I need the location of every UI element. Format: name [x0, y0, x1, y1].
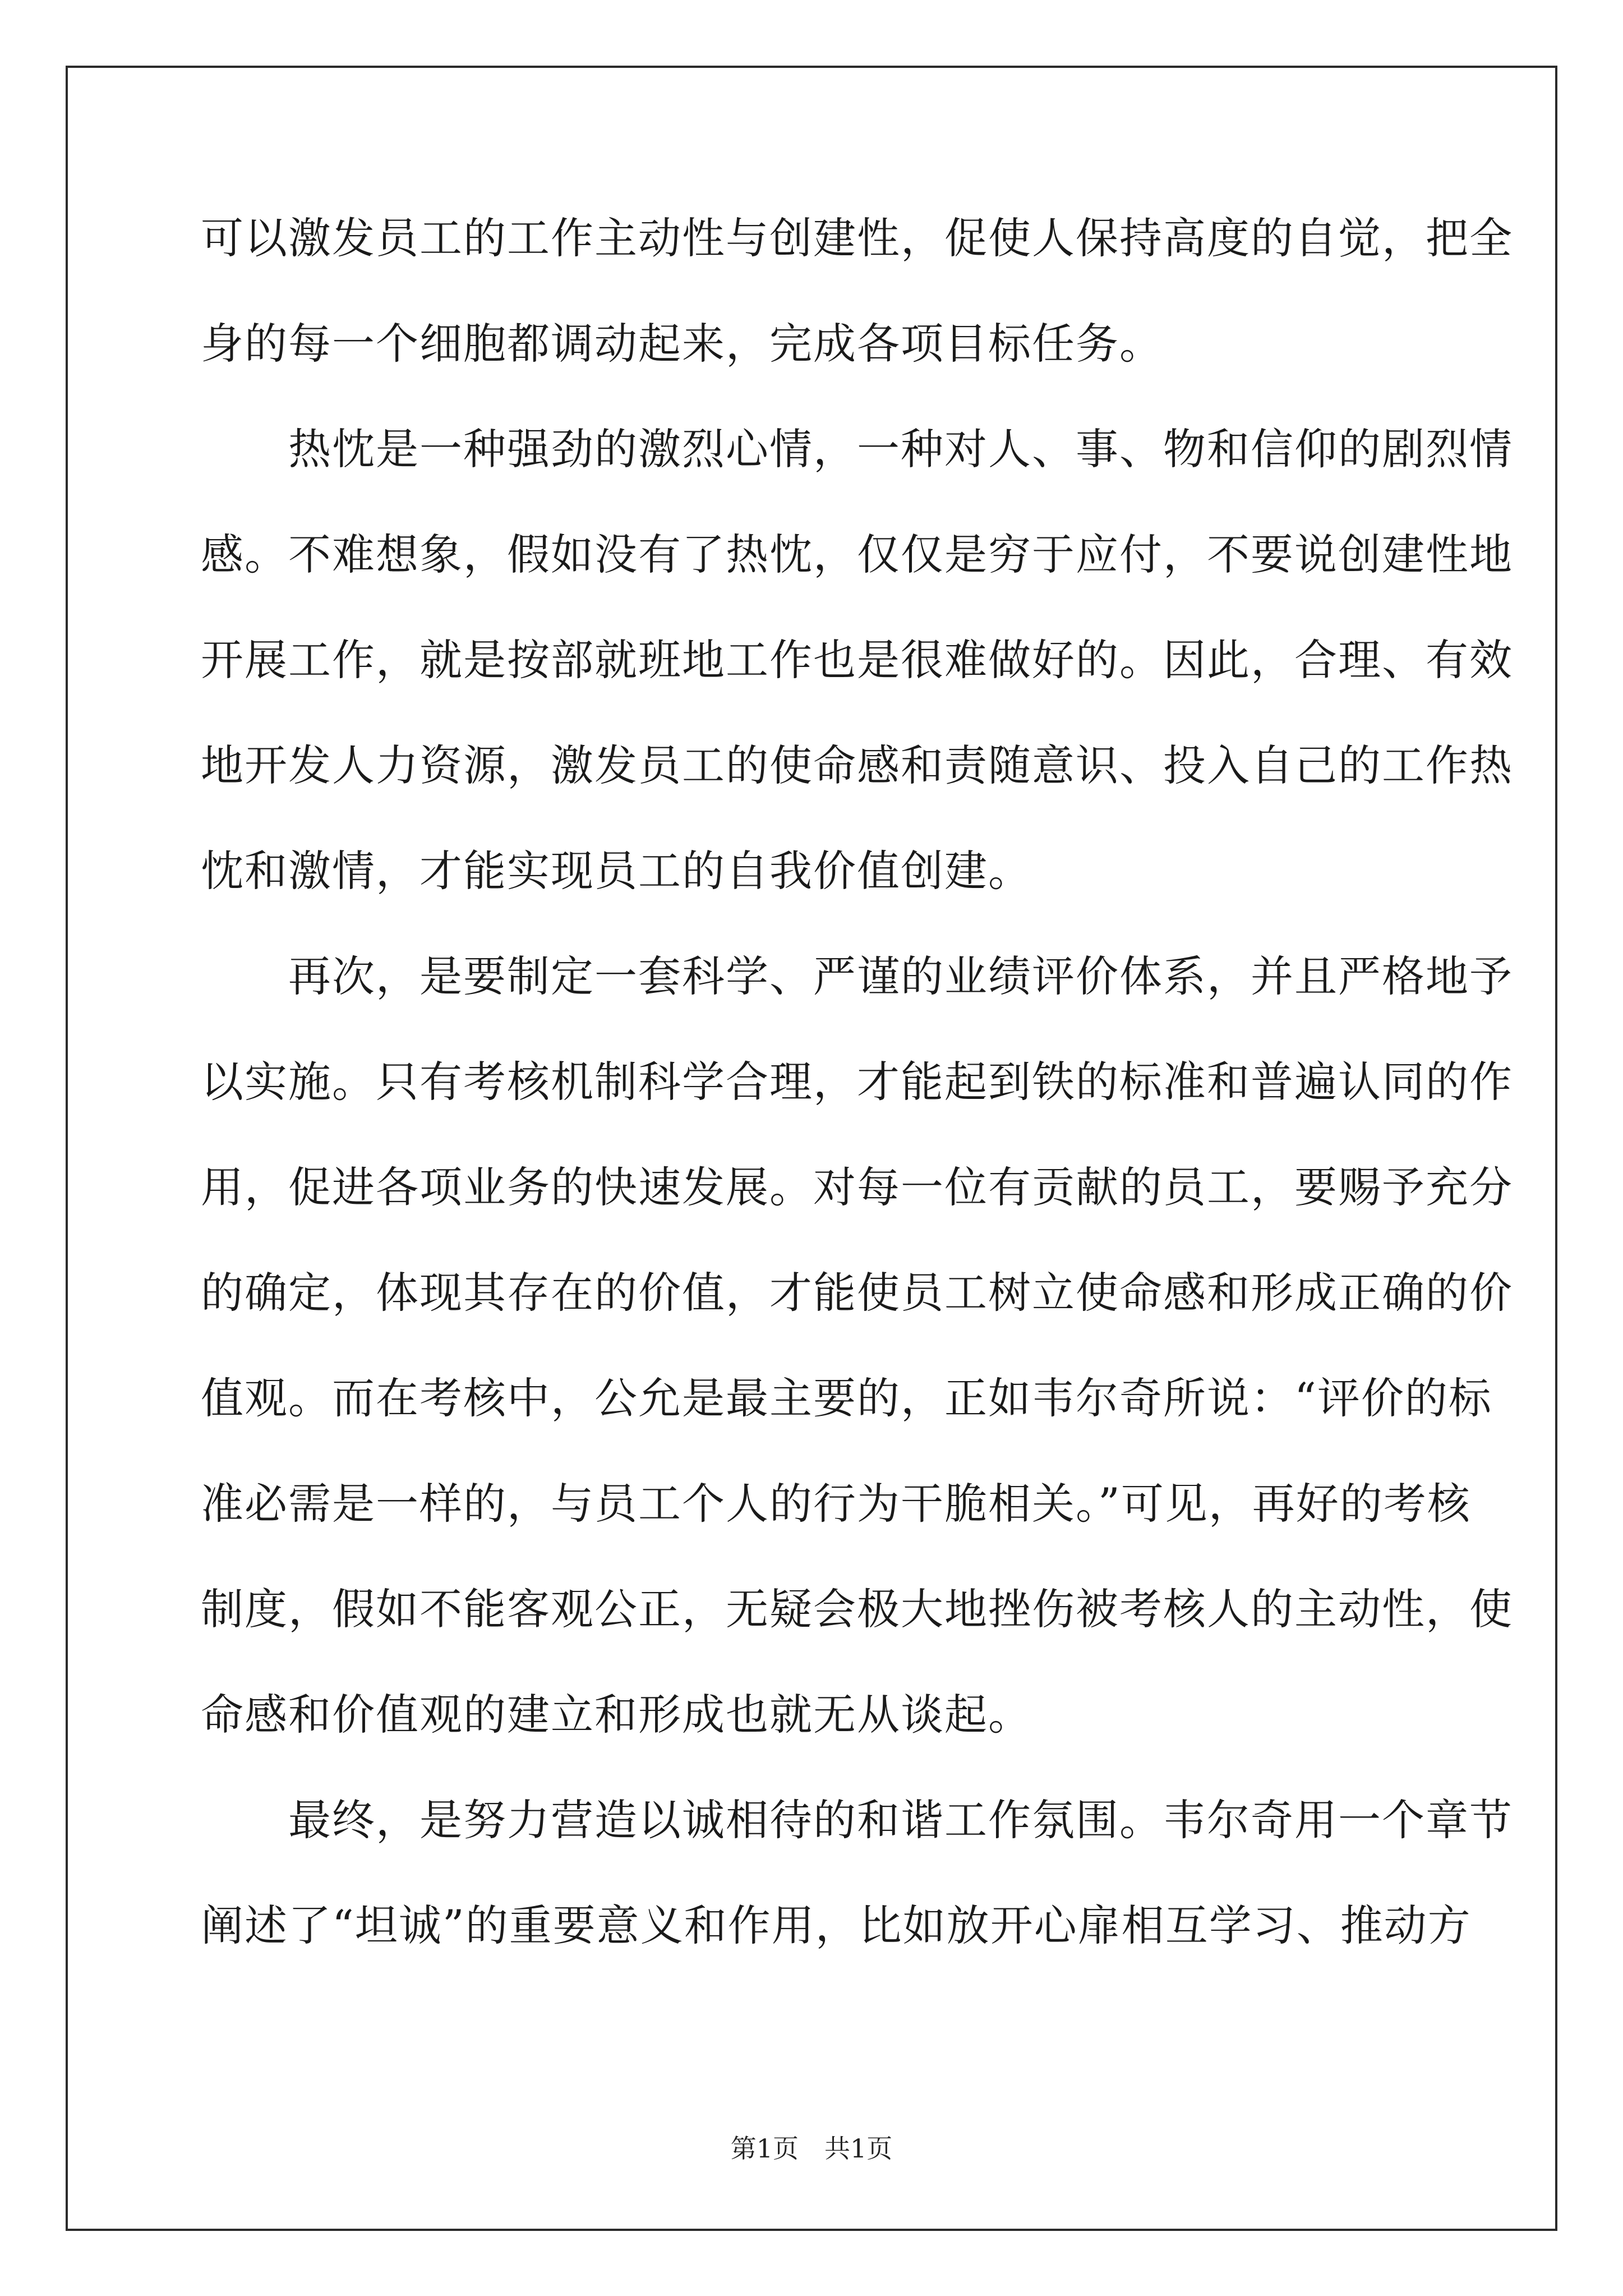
text-line: 制度，假如不能客观公正，无疑会极大地挫伤被考核人的主动性，使	[201, 1584, 1513, 1634]
text-line: 用，促进各项业务的快速发展。对每一位有贡献的员工，要赐予充分	[201, 1162, 1513, 1212]
page-footer: 第1页 共1页	[730, 2133, 893, 2164]
text-line: 身的每一个细胞都调动起来，完成各项目标任务。	[201, 319, 1163, 369]
text-line: 热忱是一种强劲的激烈心情，一种对人、事、物和信仰的剧烈情	[201, 424, 1513, 474]
text-line: 最终，是努力营造以诚相待的和谐工作氛围。韦尔奇用一个章节	[201, 1795, 1513, 1845]
text-line: 开展工作，就是按部就班地工作也是很难做好的。因此，合理、有效	[201, 635, 1513, 685]
text-line: 地开发人力资源，激发员工的使命感和责随意识、投入自己的工作热	[201, 740, 1513, 790]
text-line: 的确定，体现其存在的价值，才能使员工树立使命感和形成正确的价	[201, 1268, 1513, 1318]
text-line: 命感和价值观的建立和形成也就无从谈起。	[201, 1690, 1032, 1740]
text-line: 以实施。只有考核机制科学合理，才能起到铁的标准和普遍认同的作	[201, 1057, 1513, 1107]
text-line: 可以激发员工的工作主动性与创建性，促使人保持高度的自觉，把全	[201, 213, 1513, 263]
text-line: 再次，是要制定一套科学、严谨的业绩评价体系，并且严格地予	[201, 951, 1513, 1001]
text-line: 值观。而在考核中，公允是最主要的，正如韦尔奇所说：“评价的标	[201, 1373, 1492, 1423]
text-line: 准必需是一样的，与员工个人的行为干脆相关。”可见，再好的考核	[201, 1479, 1471, 1529]
text-line: 阐述了“坦诚”的重要意义和作用，比如放开心扉相互学习、推动方	[201, 1901, 1472, 1950]
text-line: 感。不难想象，假如没有了热忱，仅仅是穷于应付，不要说创建性地	[201, 530, 1513, 579]
document-body	[201, 213, 1513, 2006]
text-line: 忱和激情，才能实现员工的自我价值创建。	[201, 846, 1032, 896]
